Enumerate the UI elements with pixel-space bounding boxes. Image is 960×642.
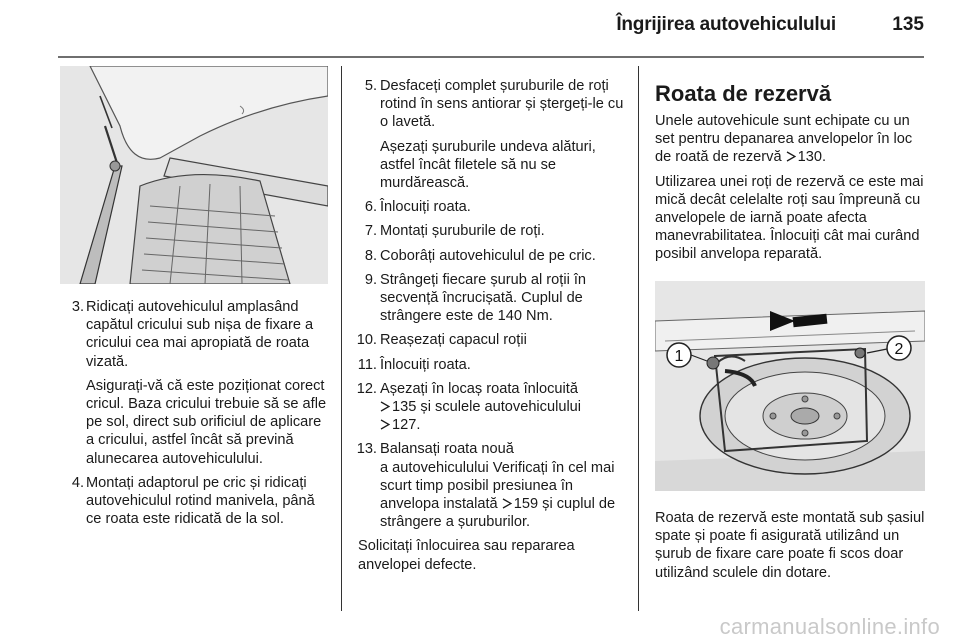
step-number: 10. [356,332,377,349]
step-text-part: Balansați roata nouă [380,441,514,458]
step-text: Coborâți autovehiculul de pe cric. [380,247,596,264]
step-text: Montați adaptorul pe cric și ridicați autovehiculul rotind manivela, până ce roata este ridicată de la sol. [86,474,315,528]
instruction-step [62,298,332,468]
step-number: 4. [71,474,84,491]
step-text-part: și sculele autovehiculului [420,399,582,416]
step-subtext: Așezați șuruburile undeva alături, astfel încât filetele să nu se murdărească. [380,138,596,192]
step-text [380,440,630,531]
step-number: 11. [357,356,377,373]
column-right [655,82,927,270]
page-reference[interactable]: 135 [392,399,417,416]
instruction-step [350,222,630,240]
step-text: Înlocuiți roata. [380,356,471,373]
instruction-step [350,356,630,374]
step-number: 6. [364,199,377,216]
step-text: Strângeți fiecare șurub al roții în secvență încrucișată. Cuplul de strângere este de 140 Nm. [380,271,587,325]
page-reference[interactable]: 130. [797,149,827,166]
step-text: Desfaceți complet șuruburile de roți rotind în sens antiorar și ștergeți-le cu o lavetă. [380,78,624,131]
step-number: 5. [364,78,377,94]
column-left [62,298,332,534]
figure-caption: Roata de rezervă este montată sub șasiul spate și poate fi asigurată utilizând un șurub de fixare care poate fi scos doar utilizând sculele din dotare. [655,510,925,581]
step-text-part: și cuplul de strângere a șuruburilor. [380,496,616,531]
paragraph-text: Unele autovehicule sunt echipate cu un set pentru depanarea anvelopelor în loc de roată de rezervă [655,113,913,166]
step-text [380,380,630,435]
column-divider-left [341,66,342,611]
page-reference-icon [502,498,512,509]
step-text-part: Așezați în locaș roata înlocuită [380,380,578,397]
paragraph [655,112,927,167]
spare-wheel-illustration [655,281,925,491]
page-reference-icon [380,401,390,412]
page-header-title: Îngrijirea autovehiculului [616,14,836,35]
step-number: 12. [356,380,377,397]
step-text: Reașezați capacul roții [380,332,527,349]
instruction-step [350,440,630,531]
jack-illustration [60,66,328,284]
instruction-step [350,331,630,349]
column-divider-right [638,66,639,611]
instruction-step [350,271,630,326]
step-text: Înlocuiți roata. [380,199,471,216]
paragraph: Utilizarea unei roți de rezervă ce este mai mică decât celelalte roți sau împreună cu anvelopele de iarnă poate afecta manevrabilitatea. Înlocuiți cât mai curând posibil anvelopa reparată. [655,173,924,263]
instruction-step [62,474,332,529]
step-number: 9. [364,271,377,288]
header-rule [58,56,924,58]
spare-wheel-drawing [655,281,925,491]
instruction-step [350,380,630,435]
step-text: Ridicați autovehiculul amplasând capătul cricului sub nișa de fixare a cricului cea mai apropiată de roata vizată. [86,299,314,370]
step-number: 3. [71,299,84,315]
step-text: Montați șuruburile de roți. [380,223,545,240]
column-middle [350,77,630,580]
step-number: 13. [356,441,377,458]
section-title: Roata de rezervă [655,81,832,106]
page-reference[interactable]: 159 [513,496,539,513]
step-number: 7. [364,223,377,240]
step-subtext: Asigurați-vă că este poziționat corect cricul. Baza cricului trebuie să se afle pe sol, direct sub orificiul de aplicare a cricului, astfel încât să prevină alunecarea autovehiculului. [86,377,327,467]
closing-paragraph: Solicitați înlocuirea sau repararea anvelopei defecte. [358,538,575,573]
page-reference-icon [786,151,796,162]
watermark: carmanualsonline.info [719,614,940,639]
figure-label-1: 1 [674,348,684,365]
step-text-part: a autovehiculului Verificați în cel mai scurt timp posibil presiunea în anvelopa instalată [380,459,615,513]
instruction-step [350,77,630,192]
instruction-step [350,247,630,265]
page-reference[interactable]: 127. [392,417,421,434]
page-reference-icon [380,419,390,430]
figure-label-2: 2 [894,341,904,358]
step-number: 8. [364,247,377,264]
jack-drawing [60,66,328,284]
instruction-step [350,198,630,216]
page-number: 135 [892,14,924,35]
